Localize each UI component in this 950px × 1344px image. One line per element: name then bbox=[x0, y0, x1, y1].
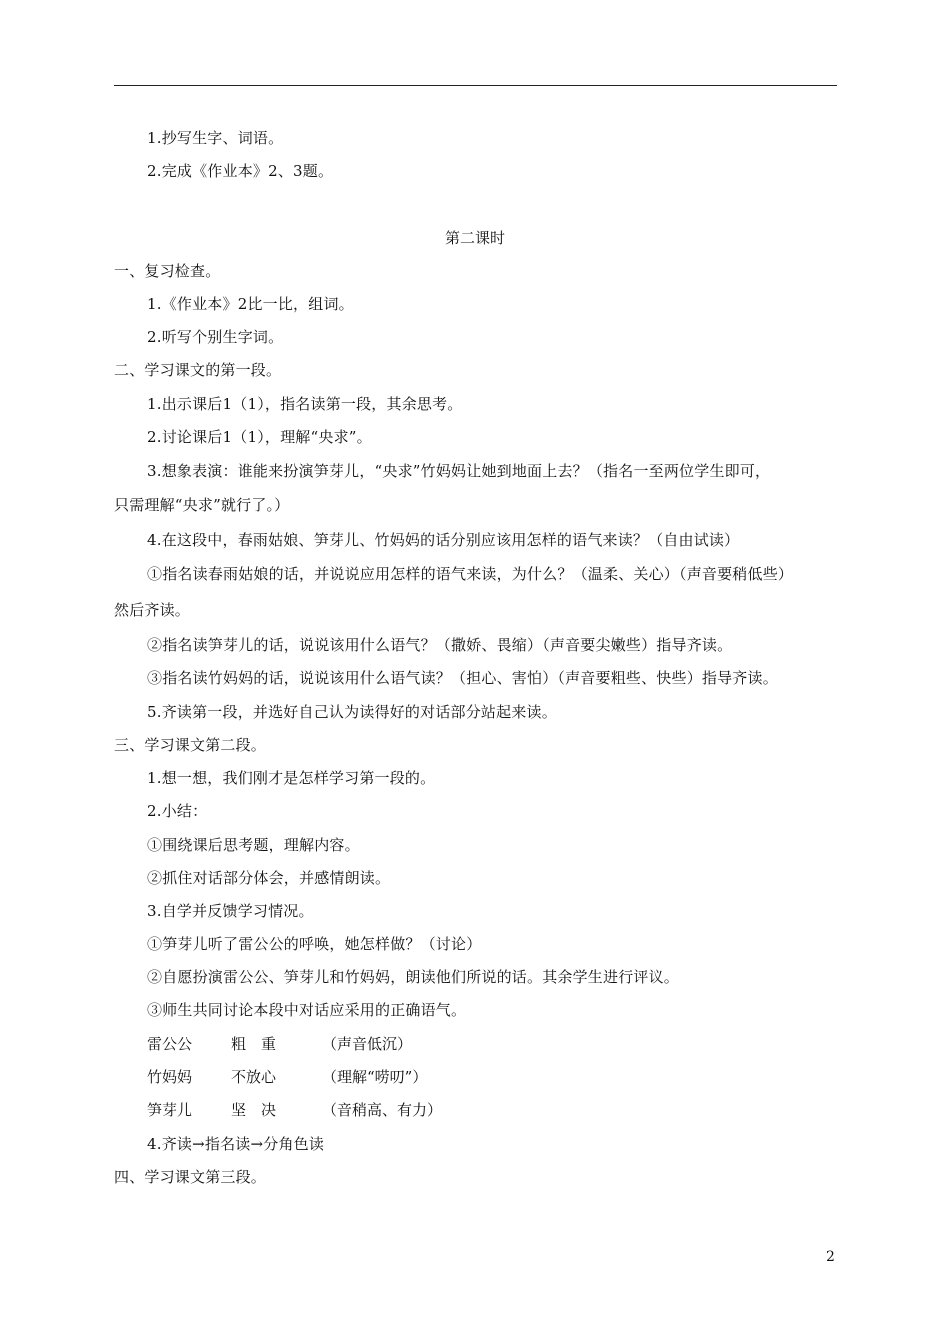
page-number: 2 bbox=[826, 1249, 835, 1265]
tone-note: （音稍高、有力） bbox=[322, 1101, 443, 1119]
tone-role: 竹妈妈 bbox=[147, 1068, 193, 1086]
sub-item-continuation: 然后齐读。 bbox=[114, 601, 191, 619]
homework-item-2: 2.完成《作业本》2、3题。 bbox=[147, 162, 334, 180]
section-heading: 一、复习检查。 bbox=[114, 262, 221, 280]
lesson-title: 第二课时 bbox=[444, 229, 505, 247]
tone-role: 笋芽儿 bbox=[147, 1101, 193, 1119]
sub-item: ③师生共同讨论本段中对话应采用的正确语气。 bbox=[147, 1001, 467, 1019]
sub-item: ①笋芽儿听了雷公公的呼唤，她怎样做？（讨论） bbox=[147, 935, 482, 953]
sub-item: ①指名读春雨姑娘的话，并说说应用怎样的语气来读，为什么？（温柔、关心）（声音要稍低些） bbox=[147, 565, 794, 583]
tone-note: （声音低沉） bbox=[322, 1035, 413, 1053]
list-item: 4.齐读→指名读→分角色读 bbox=[147, 1135, 325, 1153]
list-item: 1.《作业本》2比一比，组词。 bbox=[147, 295, 354, 313]
section-heading: 三、学习课文第二段。 bbox=[114, 736, 267, 754]
section-heading: 四、学习课文第三段。 bbox=[114, 1168, 267, 1186]
header-rule bbox=[114, 85, 837, 86]
tone-value: 坚 决 bbox=[231, 1101, 277, 1119]
tone-value: 粗 重 bbox=[231, 1035, 277, 1053]
sub-item: ②指名读笋芽儿的话，说说该用什么语气？（撒娇、畏缩）（声音要尖嫩些）指导齐读。 bbox=[147, 636, 733, 654]
list-item: 4.在这段中，春雨姑娘、笋芽儿、竹妈妈的话分别应该用怎样的语气来读？（自由试读） bbox=[147, 531, 740, 549]
list-item: 2.讨论课后1（1），理解“央求”。 bbox=[147, 428, 372, 446]
homework-item-1: 1.抄写生字、词语。 bbox=[147, 129, 284, 147]
sub-item: ②抓住对话部分体会，并感情朗读。 bbox=[147, 869, 391, 887]
section-heading: 二、学习课文的第一段。 bbox=[114, 361, 282, 379]
sub-item: ①围绕课后思考题，理解内容。 bbox=[147, 836, 360, 854]
list-item-continuation: 只需理解“央求”就行了。） bbox=[114, 496, 290, 514]
tone-note: （理解“唠叨”） bbox=[322, 1068, 428, 1086]
sub-item: ③指名读竹妈妈的话，说说该用什么语气读？（担心、害怕）（声音要粗些、快些）指导齐读。 bbox=[147, 669, 778, 687]
list-item: 5.齐读第一段，并选好自己认为读得好的对话部分站起来读。 bbox=[147, 703, 557, 721]
list-item: 2.小结： bbox=[147, 802, 208, 820]
tone-role: 雷公公 bbox=[147, 1035, 193, 1053]
list-item: 1.想一想，我们刚才是怎样学习第一段的。 bbox=[147, 769, 436, 787]
sub-item: ②自愿扮演雷公公、笋芽儿和竹妈妈，朗读他们所说的话。其余学生进行评议。 bbox=[147, 968, 680, 986]
list-item: 2.听写个别生字词。 bbox=[147, 328, 284, 346]
list-item: 3.想象表演：谁能来扮演笋芽儿，“央求”竹妈妈让她到地面上去？（指名一至两位学生即可， bbox=[147, 462, 771, 480]
list-item: 1.出示课后1（1），指名读第一段，其余思考。 bbox=[147, 395, 463, 413]
list-item: 3.自学并反馈学习情况。 bbox=[147, 902, 314, 920]
tone-value: 不放心 bbox=[231, 1068, 277, 1086]
